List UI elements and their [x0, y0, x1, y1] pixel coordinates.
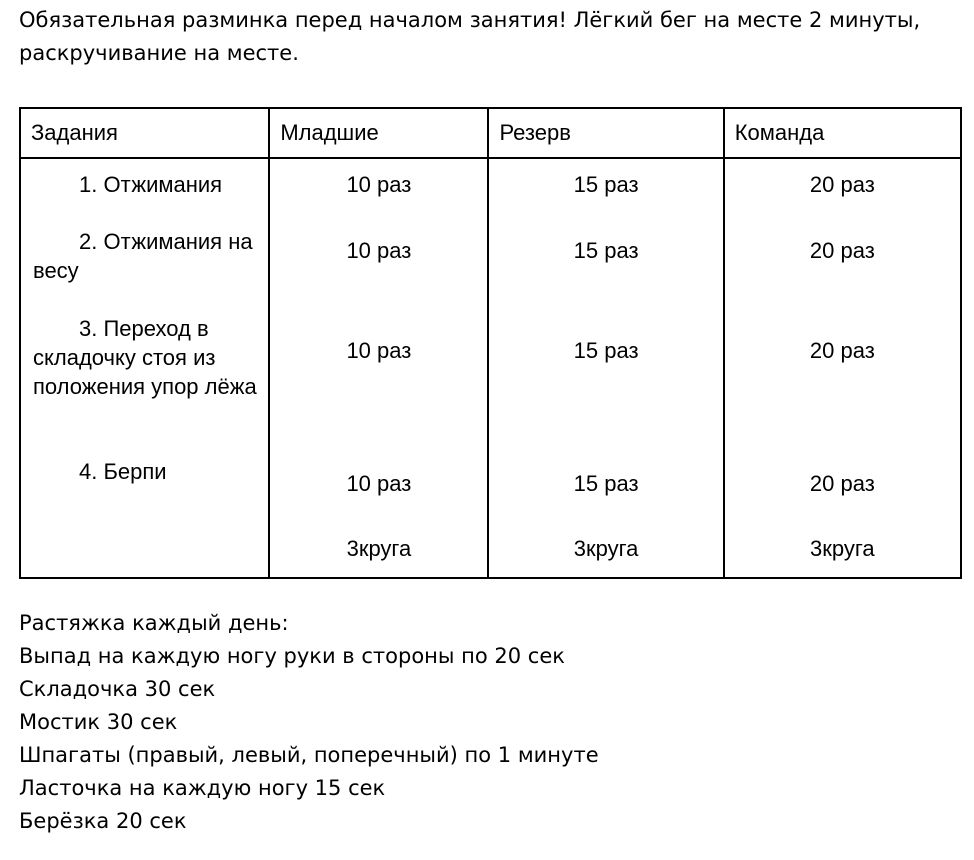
exercise-table — [19, 107, 962, 579]
reserve-cell — [488, 158, 723, 578]
reserve-value: 15 раз — [573, 238, 639, 263]
team-value: 20 раз — [809, 172, 875, 197]
team-value: 20 раз — [809, 338, 875, 363]
reserve-value: 15 раз — [573, 471, 639, 496]
reserve-value: 15 раз — [573, 172, 639, 197]
stretching-item: Ласточка на каждую ногу 15 сек — [19, 776, 386, 800]
team-rounds: 3круга — [810, 536, 875, 561]
reserve-rounds: 3круга — [573, 536, 639, 561]
header-reserve: Резерв — [488, 108, 723, 158]
stretching-list — [19, 607, 599, 838]
header-team: Команда — [724, 108, 961, 158]
stretching-item: Берёзка 20 сек — [19, 809, 187, 833]
stretching-item: Шпагаты (правый, левый, поперечный) по 1 минуте — [19, 743, 599, 767]
stretching-item: Мостик 30 сек — [19, 710, 178, 734]
team-value: 20 раз — [809, 238, 875, 263]
stretching-item: Выпад на каждую ногу руки в стороны по 20 сек — [19, 644, 565, 668]
tasks-cell — [20, 158, 269, 578]
team-cell — [724, 158, 961, 578]
stretching-title: Растяжка каждый день: — [19, 611, 289, 635]
task-item: 4. Берпи — [79, 459, 167, 484]
junior-value: 10 раз — [346, 471, 412, 496]
junior-value: 10 раз — [346, 172, 412, 197]
task-item: 1. Отжимания — [79, 172, 223, 197]
junior-cell — [269, 158, 488, 578]
junior-value: 10 раз — [346, 238, 412, 263]
stretching-item: Складочка 30 сек — [19, 677, 216, 701]
header-junior: Младшие — [269, 108, 488, 158]
table-row — [20, 158, 961, 578]
intro-text: Обязательная разминка перед началом занятия! Лёгкий бег на месте 2 минуты, раскручивание на месте. — [19, 8, 921, 65]
team-value: 20 раз — [809, 471, 875, 496]
junior-value: 10 раз — [346, 338, 412, 363]
header-tasks: Задания — [20, 108, 269, 158]
task-item: 3. Переход в складочку стоя из положения упор лёжа — [33, 316, 257, 399]
table-header-row — [20, 108, 961, 158]
reserve-value: 15 раз — [573, 338, 639, 363]
task-item: 2. Отжимания на весу — [33, 229, 253, 283]
junior-rounds: 3круга — [346, 536, 412, 561]
